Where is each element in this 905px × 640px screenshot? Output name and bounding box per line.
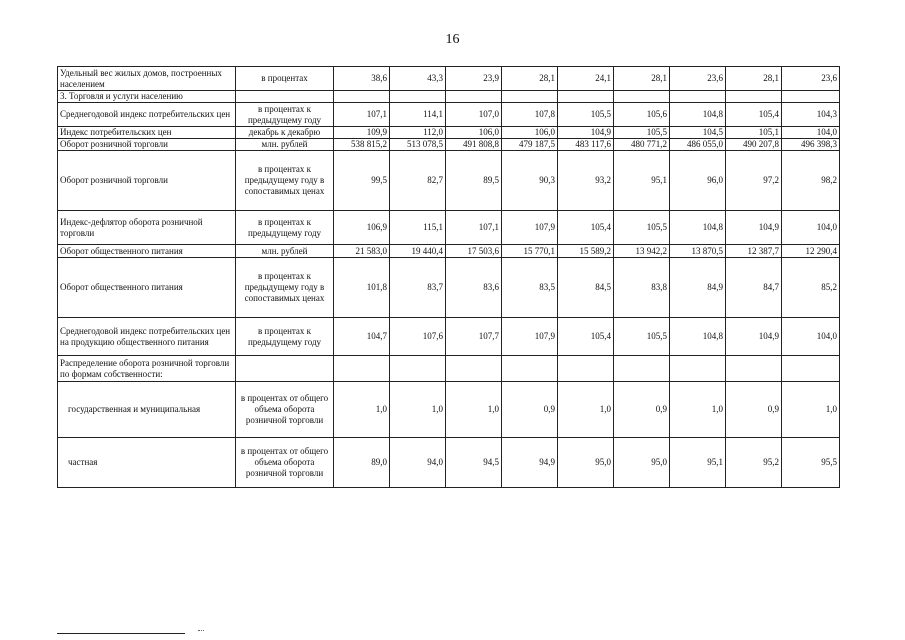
table-row <box>58 245 840 258</box>
table-row <box>58 356 840 382</box>
value-cell <box>726 91 782 103</box>
indicator-cell: Среднегодовой индекс потребительских цен <box>58 103 236 127</box>
table-row <box>58 67 840 91</box>
value-cell: 90,3 <box>502 151 558 211</box>
value-cell: 107,1 <box>334 103 390 127</box>
value-cell: 104,3 <box>782 103 840 127</box>
value-cell: 28,1 <box>502 67 558 91</box>
value-cell: 106,0 <box>446 127 502 139</box>
value-cell <box>390 356 446 382</box>
value-cell <box>782 91 840 103</box>
value-cell: 23,9 <box>446 67 502 91</box>
value-cell: 105,5 <box>614 211 670 245</box>
value-cell: 115,1 <box>390 211 446 245</box>
value-cell <box>614 356 670 382</box>
indicator-cell: государственная и муниципальная <box>58 382 236 438</box>
table-row <box>58 258 840 318</box>
indicator-cell: Среднегодовой индекс потребительских цен на продукцию общественного питания <box>58 318 236 356</box>
unit-cell: в процентах к предыдущему году в сопоставимых ценах <box>236 258 334 318</box>
value-cell: 13 942,2 <box>614 245 670 258</box>
unit-cell: в процентах от общего объема оборота розничной торговли <box>236 438 334 488</box>
value-cell: 13 870,5 <box>670 245 726 258</box>
value-cell: 104,5 <box>670 127 726 139</box>
value-cell: 104,0 <box>782 211 840 245</box>
table-row <box>58 318 840 356</box>
indicator-cell: Оборот общественного питания <box>58 245 236 258</box>
value-cell: 107,6 <box>390 318 446 356</box>
unit-cell: в процентах к предыдущему году <box>236 103 334 127</box>
value-cell: 479 187,5 <box>502 139 558 151</box>
value-cell: 496 398,3 <box>782 139 840 151</box>
value-cell: 1,0 <box>446 382 502 438</box>
value-cell: 104,0 <box>782 127 840 139</box>
value-cell <box>446 91 502 103</box>
value-cell: 19 440,4 <box>390 245 446 258</box>
indicator-cell: Оборот розничной торговли <box>58 139 236 151</box>
footnote-separator <box>57 633 185 634</box>
indicator-cell: Распределение оборота розничной торговли по формам собственности: <box>58 356 236 382</box>
value-cell: 17 503,6 <box>446 245 502 258</box>
value-cell: 106,0 <box>502 127 558 139</box>
value-cell: 480 771,2 <box>614 139 670 151</box>
value-cell <box>502 91 558 103</box>
value-cell: 28,1 <box>614 67 670 91</box>
value-cell: 1,0 <box>390 382 446 438</box>
value-cell: 43,3 <box>390 67 446 91</box>
value-cell: 12 387,7 <box>726 245 782 258</box>
unit-cell: в процентах к предыдущему году <box>236 211 334 245</box>
value-cell: 94,5 <box>446 438 502 488</box>
value-cell: 38,6 <box>334 67 390 91</box>
value-cell: 28,1 <box>726 67 782 91</box>
value-cell: 104,8 <box>670 211 726 245</box>
value-cell: 0,9 <box>502 382 558 438</box>
value-cell: 1,0 <box>782 382 840 438</box>
value-cell: 490 207,8 <box>726 139 782 151</box>
value-cell: 1,0 <box>334 382 390 438</box>
value-cell: 89,0 <box>334 438 390 488</box>
value-cell: 486 055,0 <box>670 139 726 151</box>
value-cell: 112,0 <box>390 127 446 139</box>
unit-cell: млн. рублей <box>236 245 334 258</box>
indicator-cell: Удельный вес жилых домов, построенных населением <box>58 67 236 91</box>
value-cell <box>726 356 782 382</box>
value-cell: 85,2 <box>782 258 840 318</box>
value-cell: 107,1 <box>446 211 502 245</box>
table-row <box>58 103 840 127</box>
value-cell: 0,9 <box>726 382 782 438</box>
value-cell: 107,9 <box>502 318 558 356</box>
table-row <box>58 127 840 139</box>
value-cell: 0,9 <box>614 382 670 438</box>
value-cell: 114,1 <box>390 103 446 127</box>
value-cell: 93,2 <box>558 151 614 211</box>
value-cell: 105,4 <box>726 103 782 127</box>
value-cell: 104,9 <box>726 211 782 245</box>
value-cell <box>614 91 670 103</box>
value-cell: 104,7 <box>334 318 390 356</box>
value-cell: 24,1 <box>558 67 614 91</box>
value-cell: 1,0 <box>670 382 726 438</box>
value-cell: 104,8 <box>670 318 726 356</box>
value-cell: 84,5 <box>558 258 614 318</box>
value-cell: 83,8 <box>614 258 670 318</box>
indicator-cell: Оборот розничной торговли <box>58 151 236 211</box>
value-cell: 105,5 <box>614 318 670 356</box>
value-cell: 107,0 <box>446 103 502 127</box>
value-cell: 105,4 <box>558 211 614 245</box>
table-row <box>58 382 840 438</box>
value-cell: 538 815,2 <box>334 139 390 151</box>
value-cell: 84,9 <box>670 258 726 318</box>
value-cell: 104,9 <box>726 318 782 356</box>
value-cell: 95,0 <box>614 438 670 488</box>
value-cell: 106,9 <box>334 211 390 245</box>
value-cell: 513 078,5 <box>390 139 446 151</box>
value-cell <box>334 91 390 103</box>
value-cell <box>670 91 726 103</box>
value-cell: 104,0 <box>782 318 840 356</box>
table-row <box>58 151 840 211</box>
value-cell: 95,5 <box>782 438 840 488</box>
value-cell: 104,9 <box>558 127 614 139</box>
value-cell <box>558 356 614 382</box>
indicator-cell: Индекс потребительских цен <box>58 127 236 139</box>
value-cell: 104,8 <box>670 103 726 127</box>
statistics-table <box>57 66 840 488</box>
value-cell: 89,5 <box>446 151 502 211</box>
value-cell: 82,7 <box>390 151 446 211</box>
value-cell: 97,2 <box>726 151 782 211</box>
value-cell: 15 770,1 <box>502 245 558 258</box>
table-row <box>58 91 840 103</box>
value-cell: 94,9 <box>502 438 558 488</box>
value-cell: 21 583,0 <box>334 245 390 258</box>
value-cell: 491 808,8 <box>446 139 502 151</box>
unit-cell: в процентах к предыдущему году <box>236 318 334 356</box>
table-row <box>58 438 840 488</box>
value-cell: 105,5 <box>614 127 670 139</box>
value-cell: 98,2 <box>782 151 840 211</box>
value-cell: 1,0 <box>558 382 614 438</box>
value-cell <box>670 356 726 382</box>
indicator-cell: Индекс-дефлятор оборота розничной торговли <box>58 211 236 245</box>
value-cell: 109,9 <box>334 127 390 139</box>
value-cell: 101,8 <box>334 258 390 318</box>
value-cell: 107,7 <box>446 318 502 356</box>
value-cell: 95,0 <box>558 438 614 488</box>
indicator-cell: 3. Торговля и услуги населению <box>58 91 236 103</box>
value-cell <box>334 356 390 382</box>
table-row <box>58 139 840 151</box>
value-cell: 83,7 <box>390 258 446 318</box>
value-cell: 15 589,2 <box>558 245 614 258</box>
value-cell: 107,8 <box>502 103 558 127</box>
value-cell: 107,9 <box>502 211 558 245</box>
value-cell <box>502 356 558 382</box>
value-cell: 83,6 <box>446 258 502 318</box>
value-cell <box>558 91 614 103</box>
unit-cell: в процентах <box>236 67 334 91</box>
value-cell: 95,2 <box>726 438 782 488</box>
footnote-mark <box>198 630 204 631</box>
value-cell: 105,4 <box>558 318 614 356</box>
value-cell: 95,1 <box>670 438 726 488</box>
unit-cell: в процентах к предыдущему году в сопоставимых ценах <box>236 151 334 211</box>
table-row <box>58 211 840 245</box>
value-cell: 105,1 <box>726 127 782 139</box>
indicator-cell: частная <box>58 438 236 488</box>
value-cell: 23,6 <box>782 67 840 91</box>
value-cell: 95,1 <box>614 151 670 211</box>
value-cell <box>390 91 446 103</box>
unit-cell: декабрь к декабрю <box>236 127 334 139</box>
value-cell: 84,7 <box>726 258 782 318</box>
value-cell: 12 290,4 <box>782 245 840 258</box>
value-cell: 96,0 <box>670 151 726 211</box>
unit-cell <box>236 91 334 103</box>
value-cell: 483 117,6 <box>558 139 614 151</box>
value-cell: 105,5 <box>558 103 614 127</box>
unit-cell <box>236 356 334 382</box>
value-cell: 23,6 <box>670 67 726 91</box>
value-cell: 94,0 <box>390 438 446 488</box>
value-cell <box>782 356 840 382</box>
page-number: 16 <box>445 32 460 47</box>
value-cell: 83,5 <box>502 258 558 318</box>
unit-cell: млн. рублей <box>236 139 334 151</box>
value-cell <box>446 356 502 382</box>
indicator-cell: Оборот общественного питания <box>58 258 236 318</box>
value-cell: 99,5 <box>334 151 390 211</box>
value-cell: 105,6 <box>614 103 670 127</box>
unit-cell: в процентах от общего объема оборота розничной торговли <box>236 382 334 438</box>
